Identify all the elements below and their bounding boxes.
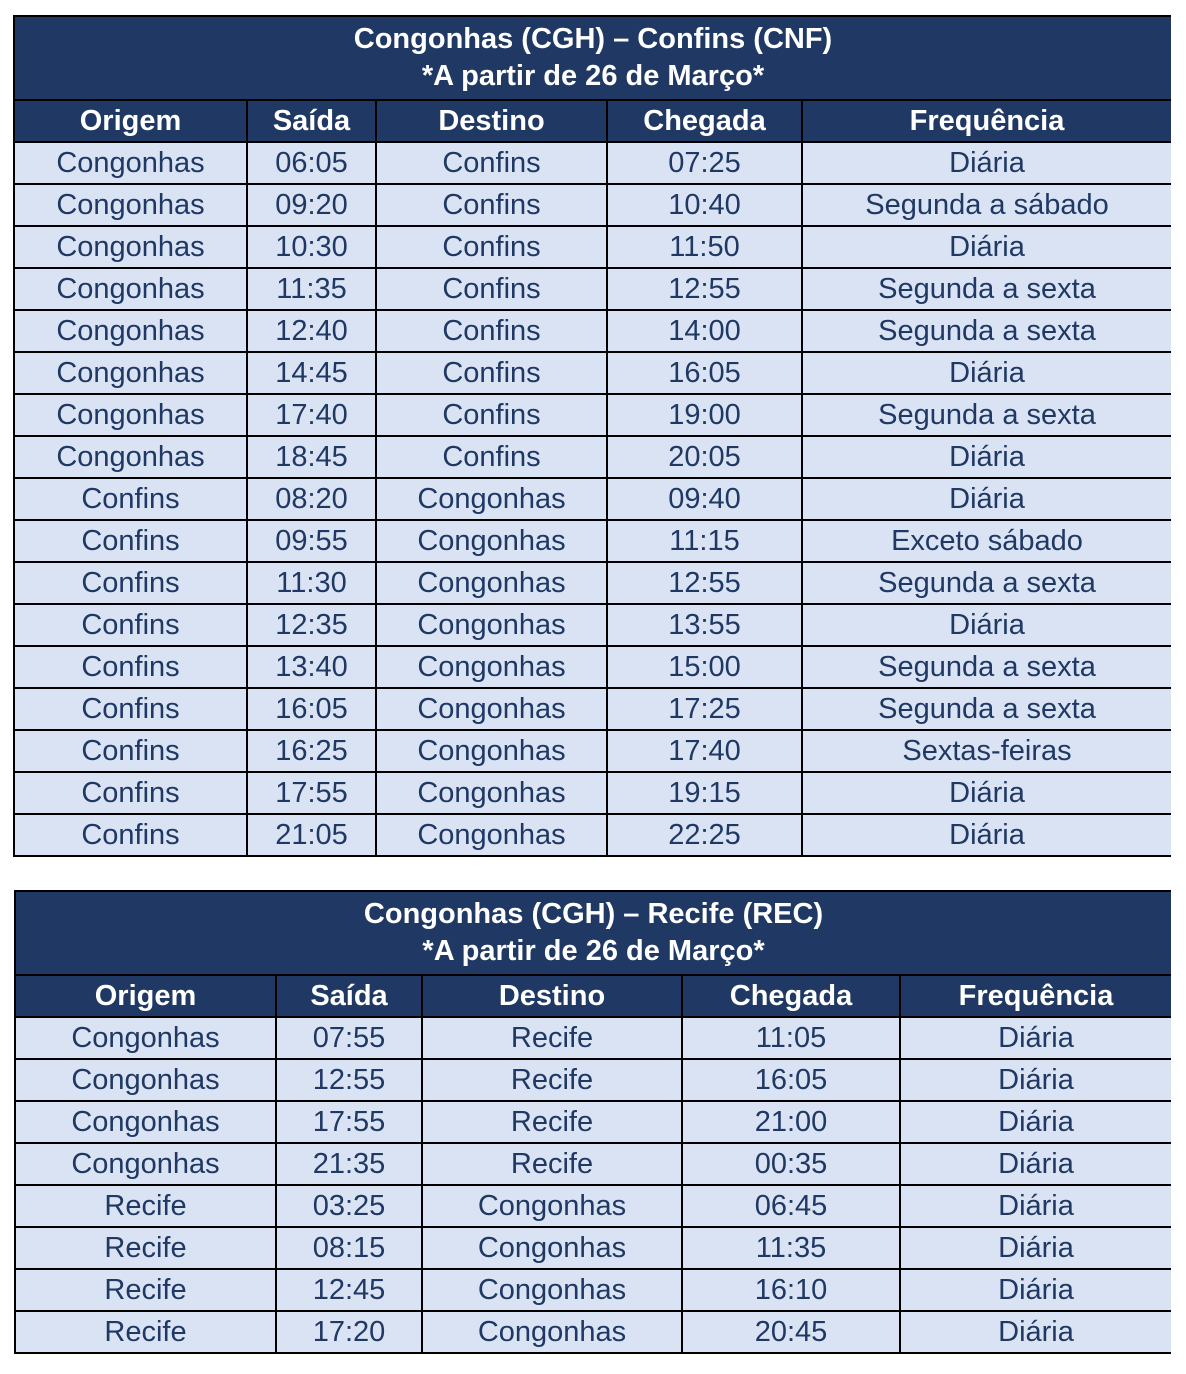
table-title: Congonhas (CGH) – Confins (CNF) — [353, 23, 833, 55]
table-subtitle: *A partir de 26 de Março* — [422, 935, 765, 967]
table-row — [15, 1185, 1171, 1227]
cell-frequencia: Diária — [900, 1269, 1171, 1311]
cell-frequencia: Diária — [802, 814, 1171, 856]
column-header-destino: Destino — [422, 975, 682, 1017]
column-header-frequencia: Frequência — [802, 100, 1171, 142]
cell-chegada: 11:50 — [607, 226, 802, 268]
cell-destino: Confins — [376, 268, 607, 310]
cell-saida: 09:20 — [247, 184, 376, 226]
table-body — [14, 142, 1171, 856]
cell-chegada: 16:05 — [682, 1059, 900, 1101]
table-row — [14, 688, 1171, 730]
table-row — [14, 562, 1171, 604]
column-header-frequencia: Frequência — [900, 975, 1171, 1017]
table-subtitle: *A partir de 26 de Março* — [421, 60, 765, 92]
cell-saida: 12:55 — [276, 1059, 422, 1101]
column-header-row — [15, 975, 1171, 1017]
table-row — [14, 268, 1171, 310]
schedule-table-recife — [14, 890, 1171, 1354]
cell-saida: 07:55 — [276, 1017, 422, 1059]
table-row — [14, 478, 1171, 520]
cell-destino: Congonhas — [376, 772, 607, 814]
column-header-origem: Origem — [15, 975, 276, 1017]
cell-saida: 12:40 — [247, 310, 376, 352]
cell-frequencia: Diária — [900, 1185, 1171, 1227]
table-row — [14, 604, 1171, 646]
cell-destino: Congonhas — [422, 1185, 682, 1227]
table-row — [14, 184, 1171, 226]
table-row — [14, 436, 1171, 478]
table-row — [14, 226, 1171, 268]
cell-origem: Confins — [14, 478, 247, 520]
cell-saida: 10:30 — [247, 226, 376, 268]
cell-saida: 17:55 — [276, 1101, 422, 1143]
cell-destino: Confins — [376, 436, 607, 478]
cell-destino: Congonhas — [376, 604, 607, 646]
table-row — [14, 352, 1171, 394]
table-row — [15, 1101, 1171, 1143]
cell-chegada: 16:05 — [607, 352, 802, 394]
cell-chegada: 22:25 — [607, 814, 802, 856]
cell-destino: Confins — [376, 184, 607, 226]
cell-origem: Congonhas — [14, 352, 247, 394]
table-row — [15, 1143, 1171, 1185]
table-body — [15, 1017, 1171, 1353]
cell-saida: 21:05 — [247, 814, 376, 856]
cell-saida: 09:55 — [247, 520, 376, 562]
cell-origem: Confins — [14, 562, 247, 604]
cell-origem: Congonhas — [14, 394, 247, 436]
cell-frequencia: Diária — [802, 352, 1171, 394]
cell-chegada: 16:10 — [682, 1269, 900, 1311]
cell-destino: Congonhas — [422, 1269, 682, 1311]
cell-origem: Recife — [15, 1227, 276, 1269]
cell-chegada: 17:25 — [607, 688, 802, 730]
cell-chegada: 07:25 — [607, 142, 802, 184]
cell-chegada: 19:00 — [607, 394, 802, 436]
cell-origem: Recife — [15, 1269, 276, 1311]
cell-destino: Congonhas — [422, 1227, 682, 1269]
column-header-saida: Saída — [276, 975, 422, 1017]
table-row — [14, 646, 1171, 688]
cell-saida: 08:20 — [247, 478, 376, 520]
cell-destino: Congonhas — [376, 730, 607, 772]
table-title-cell — [15, 891, 1171, 975]
cell-origem: Congonhas — [14, 142, 247, 184]
table-title-row — [14, 16, 1171, 100]
cell-origem: Congonhas — [14, 436, 247, 478]
cell-frequencia: Segunda a sexta — [802, 394, 1171, 436]
cell-chegada: 10:40 — [607, 184, 802, 226]
cell-destino: Congonhas — [376, 814, 607, 856]
cell-origem: Recife — [15, 1185, 276, 1227]
table-row — [14, 772, 1171, 814]
cell-origem: Recife — [15, 1311, 276, 1353]
cell-saida: 14:45 — [247, 352, 376, 394]
cell-frequencia: Diária — [802, 478, 1171, 520]
cell-destino: Recife — [422, 1017, 682, 1059]
cell-saida: 17:40 — [247, 394, 376, 436]
cell-origem: Confins — [14, 604, 247, 646]
table-row — [14, 142, 1171, 184]
cell-saida: 16:25 — [247, 730, 376, 772]
table-row — [15, 1017, 1171, 1059]
cell-chegada: 12:55 — [607, 268, 802, 310]
cell-saida: 08:15 — [276, 1227, 422, 1269]
cell-origem: Congonhas — [15, 1101, 276, 1143]
cell-chegada: 17:40 — [607, 730, 802, 772]
cell-chegada: 20:45 — [682, 1311, 900, 1353]
cell-origem: Congonhas — [15, 1143, 276, 1185]
cell-saida: 21:35 — [276, 1143, 422, 1185]
cell-chegada: 13:55 — [607, 604, 802, 646]
column-header-origem: Origem — [14, 100, 247, 142]
column-header-chegada: Chegada — [682, 975, 900, 1017]
cell-destino: Confins — [376, 310, 607, 352]
cell-saida: 13:40 — [247, 646, 376, 688]
table-row — [15, 1227, 1171, 1269]
cell-frequencia: Segunda a sexta — [802, 562, 1171, 604]
cell-frequencia: Diária — [900, 1101, 1171, 1143]
cell-destino: Recife — [422, 1143, 682, 1185]
cell-saida: 11:35 — [247, 268, 376, 310]
cell-destino: Confins — [376, 226, 607, 268]
cell-destino: Congonhas — [376, 688, 607, 730]
cell-frequencia: Diária — [802, 142, 1171, 184]
cell-frequencia: Sextas-feiras — [802, 730, 1171, 772]
table-title: Congonhas (CGH) – Recife (REC) — [363, 898, 824, 930]
cell-chegada: 12:55 — [607, 562, 802, 604]
cell-frequencia: Segunda a sexta — [802, 688, 1171, 730]
cell-saida: 17:20 — [276, 1311, 422, 1353]
cell-frequencia: Diária — [802, 604, 1171, 646]
cell-frequencia: Diária — [900, 1017, 1171, 1059]
cell-chegada: 11:35 — [682, 1227, 900, 1269]
cell-saida: 12:35 — [247, 604, 376, 646]
cell-chegada: 14:00 — [607, 310, 802, 352]
cell-saida: 16:05 — [247, 688, 376, 730]
cell-origem: Congonhas — [14, 184, 247, 226]
cell-frequencia: Segunda a sábado — [802, 184, 1171, 226]
cell-origem: Congonhas — [15, 1017, 276, 1059]
table-row — [14, 730, 1171, 772]
table-title-row — [15, 891, 1171, 975]
cell-frequencia: Exceto sábado — [802, 520, 1171, 562]
cell-chegada: 09:40 — [607, 478, 802, 520]
table-row — [14, 814, 1171, 856]
cell-frequencia: Diária — [900, 1227, 1171, 1269]
cell-origem: Confins — [14, 646, 247, 688]
cell-saida: 12:45 — [276, 1269, 422, 1311]
cell-frequencia: Segunda a sexta — [802, 646, 1171, 688]
cell-chegada: 00:35 — [682, 1143, 900, 1185]
cell-origem: Confins — [14, 814, 247, 856]
cell-origem: Confins — [14, 520, 247, 562]
cell-origem: Congonhas — [14, 226, 247, 268]
cell-destino: Congonhas — [376, 562, 607, 604]
cell-chegada: 11:05 — [682, 1017, 900, 1059]
cell-destino: Recife — [422, 1059, 682, 1101]
table-row — [15, 1269, 1171, 1311]
cell-saida: 18:45 — [247, 436, 376, 478]
column-header-saida: Saída — [247, 100, 376, 142]
cell-frequencia: Diária — [900, 1143, 1171, 1185]
table-row — [15, 1311, 1171, 1353]
cell-frequencia: Diária — [900, 1059, 1171, 1101]
cell-saida: 11:30 — [247, 562, 376, 604]
table-row — [15, 1059, 1171, 1101]
cell-destino: Recife — [422, 1101, 682, 1143]
column-header-row — [14, 100, 1171, 142]
cell-origem: Confins — [14, 688, 247, 730]
cell-destino: Congonhas — [376, 478, 607, 520]
table-title-cell — [14, 16, 1171, 100]
cell-frequencia: Diária — [900, 1311, 1171, 1353]
cell-chegada: 15:00 — [607, 646, 802, 688]
cell-chegada: 06:45 — [682, 1185, 900, 1227]
cell-chegada: 20:05 — [607, 436, 802, 478]
cell-destino: Confins — [376, 142, 607, 184]
cell-destino: Confins — [376, 352, 607, 394]
cell-frequencia: Segunda a sexta — [802, 268, 1171, 310]
cell-frequencia: Diária — [802, 436, 1171, 478]
cell-destino: Congonhas — [422, 1311, 682, 1353]
cell-origem: Confins — [14, 730, 247, 772]
table-row — [14, 394, 1171, 436]
cell-frequencia: Diária — [802, 226, 1171, 268]
cell-frequencia: Diária — [802, 772, 1171, 814]
cell-chegada: 19:15 — [607, 772, 802, 814]
cell-saida: 17:55 — [247, 772, 376, 814]
cell-destino: Congonhas — [376, 646, 607, 688]
cell-destino: Confins — [376, 394, 607, 436]
column-header-chegada: Chegada — [607, 100, 802, 142]
cell-saida: 03:25 — [276, 1185, 422, 1227]
cell-saida: 06:05 — [247, 142, 376, 184]
cell-chegada: 21:00 — [682, 1101, 900, 1143]
cell-frequencia: Segunda a sexta — [802, 310, 1171, 352]
column-header-destino: Destino — [376, 100, 607, 142]
schedule-table-confins — [13, 15, 1171, 857]
cell-origem: Congonhas — [14, 268, 247, 310]
table-row — [14, 520, 1171, 562]
cell-origem: Congonhas — [15, 1059, 276, 1101]
cell-chegada: 11:15 — [607, 520, 802, 562]
cell-origem: Congonhas — [14, 310, 247, 352]
cell-destino: Congonhas — [376, 520, 607, 562]
table-row — [14, 310, 1171, 352]
cell-origem: Confins — [14, 772, 247, 814]
